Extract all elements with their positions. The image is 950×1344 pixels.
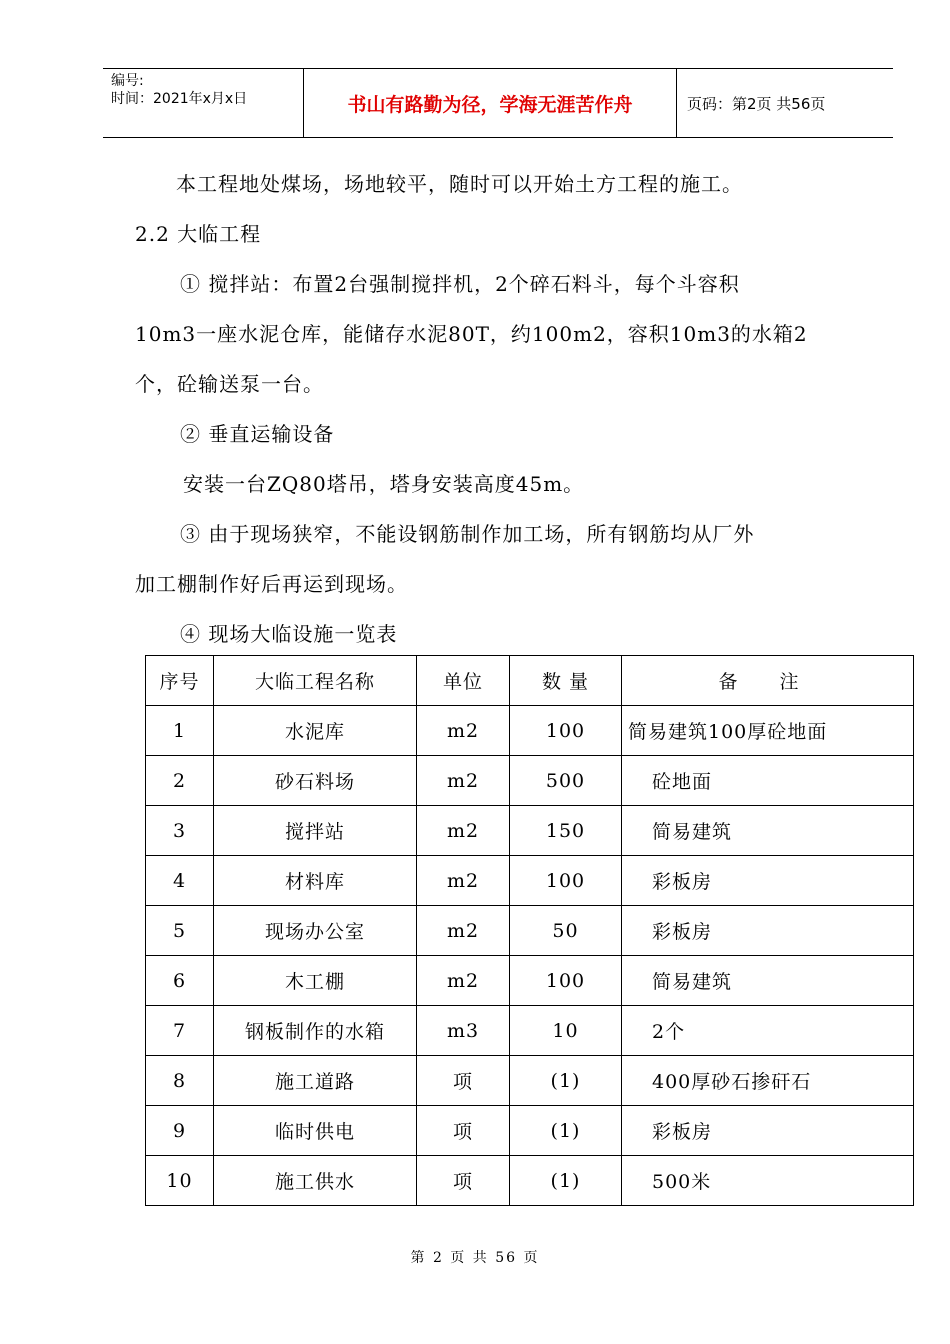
cell-facility-name: 搅拌站 bbox=[214, 806, 417, 856]
cell-unit: m2 bbox=[417, 956, 510, 1006]
item4-heading: ④ 现场大临设施一览表 bbox=[180, 622, 398, 646]
cell-remarks: 400厚砂石掺矸石 bbox=[622, 1056, 914, 1106]
cell-index: 1 bbox=[146, 706, 214, 756]
item2-heading: ② 垂直运输设备 bbox=[180, 422, 335, 446]
page-footer: 第 2 页 共 56 页 bbox=[410, 1250, 540, 1266]
cell-index: 5 bbox=[146, 906, 214, 956]
cell-facility-name: 施工供水 bbox=[214, 1156, 417, 1206]
document-time-label: 时间：2021年x月x日 bbox=[111, 91, 248, 107]
header-page-info: 页码：第2页 共56页 bbox=[687, 94, 826, 113]
item1-line1: ① 搅拌站：布置2台强制搅拌机，2个碎石料斗，每个斗容积 bbox=[180, 272, 740, 296]
cell-unit: m2 bbox=[417, 906, 510, 956]
section-title: 2.2 大临工程 bbox=[135, 222, 262, 246]
table-row bbox=[146, 706, 914, 756]
cell-quantity: (1) bbox=[510, 1056, 622, 1106]
cell-remarks: 简易建筑100厚砼地面 bbox=[622, 706, 914, 756]
cell-quantity: 50 bbox=[510, 906, 622, 956]
cell-remarks: 500米 bbox=[622, 1156, 914, 1206]
cell-remarks: 2个 bbox=[622, 1006, 914, 1056]
cell-quantity: 500 bbox=[510, 756, 622, 806]
header-facility-name: 大临工程名称 bbox=[214, 656, 417, 706]
cell-quantity: 10 bbox=[510, 1006, 622, 1056]
cell-facility-name: 木工棚 bbox=[214, 956, 417, 1006]
table-header-row bbox=[146, 656, 914, 706]
table-row bbox=[146, 806, 914, 856]
cell-remarks: 简易建筑 bbox=[622, 956, 914, 1006]
cell-quantity: 100 bbox=[510, 956, 622, 1006]
cell-unit: m3 bbox=[417, 1006, 510, 1056]
table-row bbox=[146, 1106, 914, 1156]
cell-facility-name: 砂石料场 bbox=[214, 756, 417, 806]
cell-unit: 项 bbox=[417, 1056, 510, 1106]
cell-index: 7 bbox=[146, 1006, 214, 1056]
cell-facility-name: 水泥库 bbox=[214, 706, 417, 756]
cell-index: 9 bbox=[146, 1106, 214, 1156]
item3-line1: ③ 由于现场狭窄，不能设钢筋制作加工场，所有钢筋均从厂外 bbox=[180, 522, 755, 546]
cell-quantity: 100 bbox=[510, 856, 622, 906]
item1-line2: 10m3一座水泥仓库，能储存水泥80T，约100m2，容积10m3的水箱2 bbox=[135, 322, 808, 346]
page-header bbox=[103, 68, 893, 138]
intro-paragraph: 本工程地处煤场，场地较平，随时可以开始土方工程的施工。 bbox=[176, 172, 743, 196]
header-remarks: 备 注 bbox=[622, 656, 914, 706]
table-row bbox=[146, 856, 914, 906]
cell-quantity: (1) bbox=[510, 1156, 622, 1206]
table-row bbox=[146, 1056, 914, 1106]
table-row bbox=[146, 1156, 914, 1206]
cell-unit: 项 bbox=[417, 1156, 510, 1206]
cell-unit: m2 bbox=[417, 856, 510, 906]
table-row bbox=[146, 906, 914, 956]
cell-quantity: (1) bbox=[510, 1106, 622, 1156]
header-motto: 书山有路勤为径，学海无涯苦作舟 bbox=[304, 69, 677, 137]
cell-index: 10 bbox=[146, 1156, 214, 1206]
cell-index: 3 bbox=[146, 806, 214, 856]
cell-unit: 项 bbox=[417, 1106, 510, 1156]
cell-facility-name: 现场办公室 bbox=[214, 906, 417, 956]
header-meta bbox=[103, 69, 304, 137]
facilities-table bbox=[145, 655, 914, 1206]
header-unit: 单位 bbox=[417, 656, 510, 706]
table-row bbox=[146, 756, 914, 806]
cell-quantity: 150 bbox=[510, 806, 622, 856]
cell-facility-name: 钢板制作的水箱 bbox=[214, 1006, 417, 1056]
cell-index: 8 bbox=[146, 1056, 214, 1106]
header-index: 序号 bbox=[146, 656, 214, 706]
item2-detail: 安装一台ZQ80塔吊，塔身安装高度45m。 bbox=[183, 472, 585, 496]
document-number-label: 编号: bbox=[111, 73, 144, 89]
cell-facility-name: 材料库 bbox=[214, 856, 417, 906]
cell-index: 6 bbox=[146, 956, 214, 1006]
cell-unit: m2 bbox=[417, 806, 510, 856]
cell-index: 2 bbox=[146, 756, 214, 806]
cell-facility-name: 临时供电 bbox=[214, 1106, 417, 1156]
table-row bbox=[146, 1006, 914, 1056]
item3-line2: 加工棚制作好后再运到现场。 bbox=[135, 572, 408, 596]
item1-line3: 个，砼输送泵一台。 bbox=[135, 372, 324, 396]
table-row bbox=[146, 956, 914, 1006]
cell-remarks: 彩板房 bbox=[622, 856, 914, 906]
cell-remarks: 彩板房 bbox=[622, 906, 914, 956]
cell-quantity: 100 bbox=[510, 706, 622, 756]
cell-facility-name: 施工道路 bbox=[214, 1056, 417, 1106]
header-quantity: 数 量 bbox=[510, 656, 622, 706]
cell-remarks: 砼地面 bbox=[622, 756, 914, 806]
cell-unit: m2 bbox=[417, 756, 510, 806]
cell-index: 4 bbox=[146, 856, 214, 906]
cell-remarks: 彩板房 bbox=[622, 1106, 914, 1156]
cell-unit: m2 bbox=[417, 706, 510, 756]
cell-remarks: 简易建筑 bbox=[622, 806, 914, 856]
